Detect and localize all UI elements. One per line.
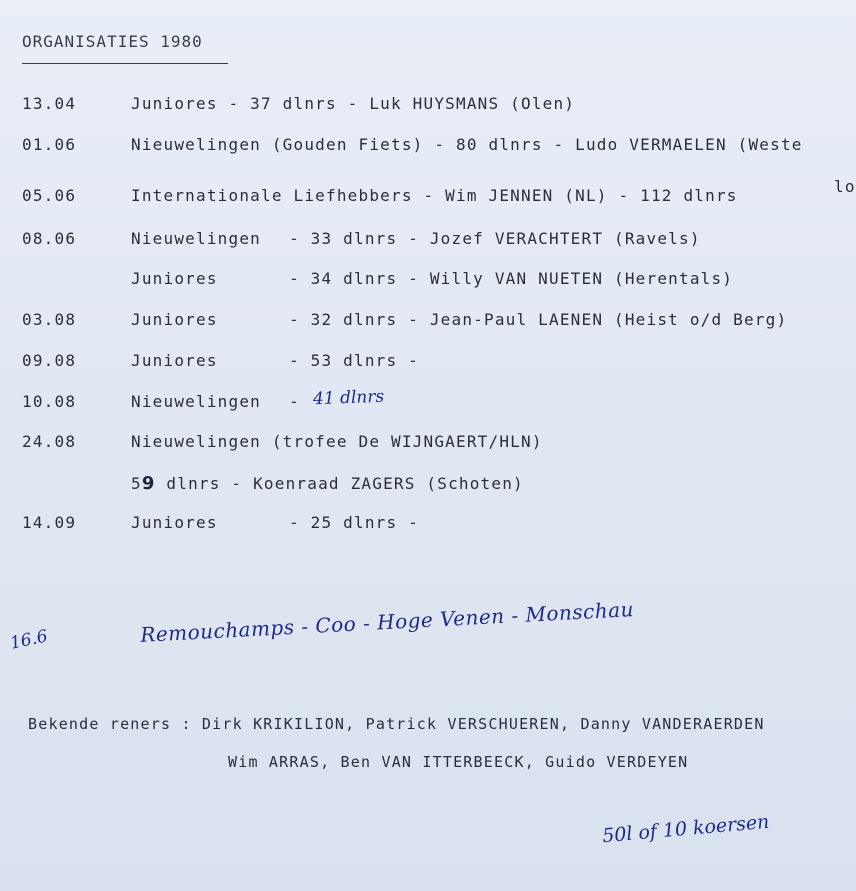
entry-date: 05.06 <box>22 186 77 205</box>
entry-text: Nieuwelingen (trofee De WIJNGAERT/HLN) <box>131 432 543 451</box>
entry-date: 09.08 <box>22 351 77 370</box>
entry-date: 08.06 <box>22 229 77 248</box>
entry-overflow-fragment: lo <box>834 177 856 196</box>
entry-text: Juniores - 37 dlnrs - Luk HUYSMANS (Olen) <box>131 94 576 113</box>
handwritten-digit: 9 <box>141 473 156 494</box>
entry-date: 24.08 <box>22 432 77 451</box>
entry-row <box>0 432 851 456</box>
entry-continuation <box>131 473 524 494</box>
entry-details: - 25 dlnrs - <box>289 513 419 532</box>
entry-row <box>0 135 851 159</box>
entry-details: - 33 dlnrs - Jozef VERACHTERT (Ravels) <box>289 229 701 248</box>
entry-text: Internationale Liefhebbers - Wim JENNEN (NL) - 112 dlnrs <box>131 186 738 205</box>
handwritten-participants: 41 dlnrs <box>312 386 385 410</box>
entry-row <box>0 94 851 118</box>
title-underline <box>22 63 228 64</box>
entry-date: 13.04 <box>22 94 77 113</box>
entry-details: - 34 dlnrs - Willy VAN NUETEN (Herentals) <box>289 269 734 288</box>
typed-digit: 5 <box>131 474 142 493</box>
entry-row <box>0 392 851 416</box>
entry-row <box>0 351 851 375</box>
entry-category: Nieuwelingen <box>131 392 261 411</box>
entry-details: - 53 dlnrs - <box>289 351 419 370</box>
entry-date: 03.08 <box>22 310 77 329</box>
entry-category: Juniores <box>131 513 218 532</box>
entry-details: - 32 dlnrs - Jean-Paul LAENEN (Heist o/d Berg) <box>289 310 788 329</box>
known-riders-line-2: Wim ARRAS, Ben VAN ITTERBEECK, Guido VERDEYEN <box>228 753 689 771</box>
entry-row <box>0 310 851 334</box>
handwritten-total: 50l of 10 koersen <box>601 810 771 848</box>
entry-category: Juniores <box>131 351 218 370</box>
entry-row <box>0 229 851 253</box>
entry-details: - <box>289 392 300 411</box>
document-title: ORGANISATIES 1980 <box>22 32 203 51</box>
entry-date: 10.08 <box>22 392 77 411</box>
entry-date: 01.06 <box>22 135 77 154</box>
entry-row <box>0 473 851 497</box>
entry-category: Juniores <box>131 269 218 288</box>
handwritten-note-route: Remouchamps - Coo - Hoge Venen - Monschau <box>139 597 635 647</box>
handwritten-note-date: 16.6 <box>8 626 50 654</box>
entry-date: 14.09 <box>22 513 77 532</box>
entry-text: dlnrs - Koenraad ZAGERS (Schoten) <box>155 474 524 493</box>
entry-category: Juniores <box>131 310 218 329</box>
entry-row <box>0 269 851 293</box>
entry-text: Nieuwelingen (Gouden Fiets) - 80 dlnrs - Ludo VERMAELEN (Weste <box>131 135 803 154</box>
entry-category: Nieuwelingen <box>131 229 261 248</box>
known-riders-line-1: Bekende reners : Dirk KRIKILION, Patrick VERSCHUEREN, Danny VANDERAERDEN <box>28 715 765 733</box>
entry-row <box>0 186 851 210</box>
entry-row <box>0 513 851 537</box>
